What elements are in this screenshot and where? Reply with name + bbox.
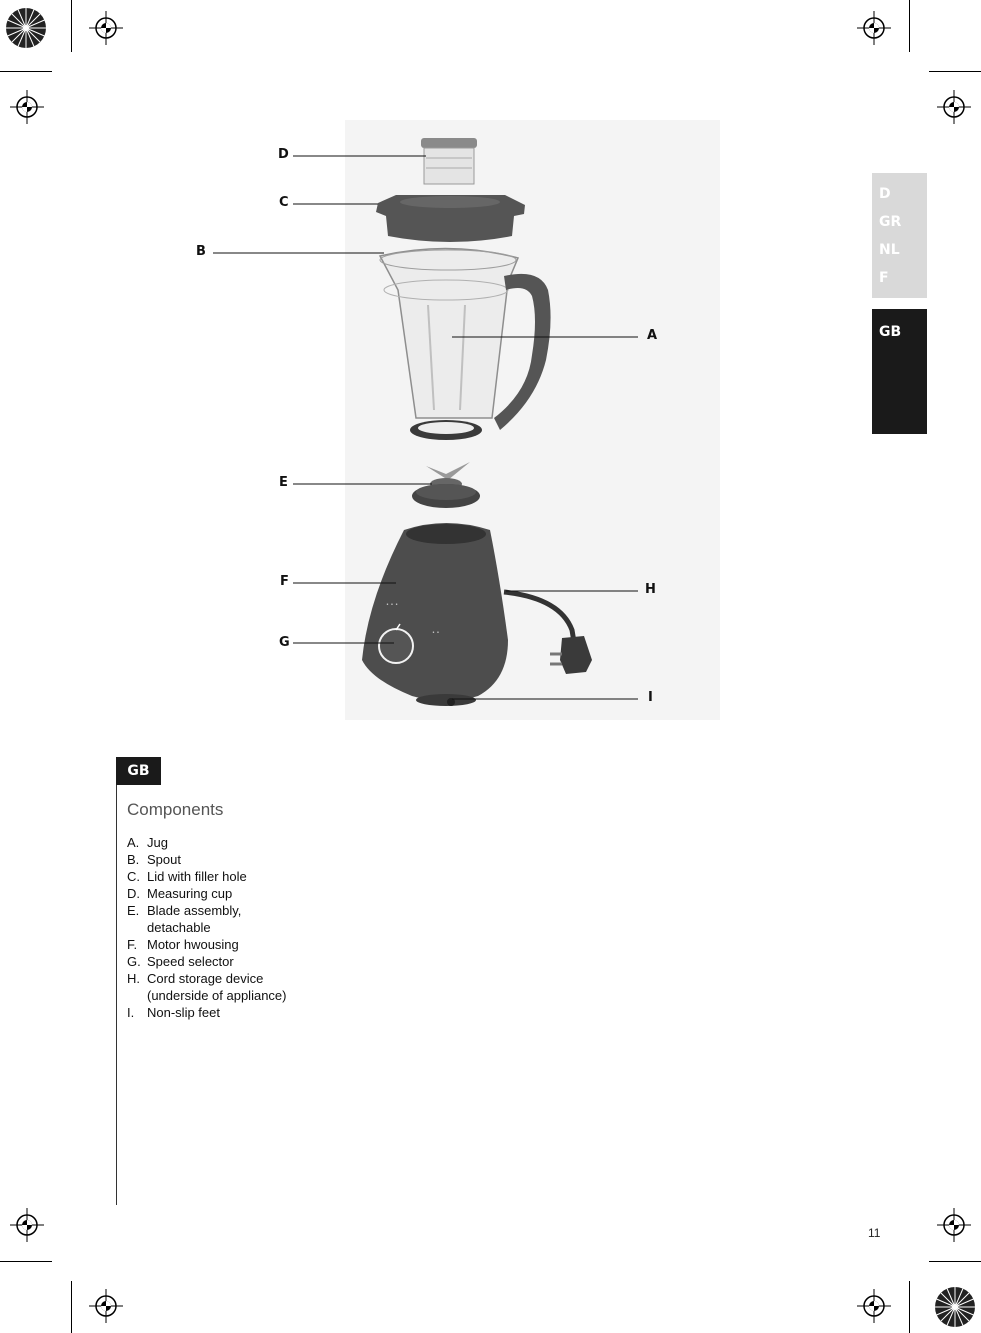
section-rule [116, 785, 117, 1205]
callout-b: B [196, 244, 206, 259]
measuring-cup-illustration [421, 138, 477, 184]
item-name: Non-slip feet [147, 1005, 220, 1020]
jug-illustration [380, 248, 551, 440]
item-name: Blade assembly, detachable [147, 903, 242, 935]
crop-mark [0, 1261, 52, 1262]
list-item [127, 834, 317, 851]
callout-d: D [278, 147, 289, 162]
item-letter: I. [127, 1005, 135, 1020]
callout-i: I [648, 690, 653, 705]
components-list [127, 834, 317, 1021]
item-name: Cord storage device (underside of appliance) [147, 971, 287, 1003]
item-letter: F. [127, 937, 138, 952]
item-name: Motor hwousing [147, 937, 239, 952]
item-letter: D. [127, 886, 140, 901]
list-item [127, 868, 317, 885]
item-letter: A. [127, 835, 140, 850]
crop-mark [929, 1261, 981, 1262]
item-letter: C. [127, 869, 140, 884]
item-letter: E. [127, 903, 140, 918]
section-language-badge: GB [116, 757, 161, 785]
callout-g: G [279, 635, 290, 650]
list-item [127, 953, 317, 970]
item-name: Speed selector [147, 954, 234, 969]
crop-mark [909, 1281, 910, 1333]
registration-mark-icon [937, 1208, 971, 1242]
registration-mark-icon [10, 1208, 44, 1242]
callout-e: E [279, 475, 288, 490]
list-item [127, 851, 317, 868]
section-heading: Components [127, 800, 224, 819]
svg-text:• • •: • • • [386, 602, 399, 608]
callout-h: H [645, 582, 656, 597]
list-item [127, 902, 317, 936]
list-item [127, 885, 317, 902]
sunburst-mark-icon [934, 1286, 976, 1328]
list-item [127, 936, 317, 953]
item-name: Lid with filler hole [147, 869, 247, 884]
language-tab-gb: GB [879, 324, 902, 340]
item-name: Measuring cup [147, 886, 233, 901]
language-tab-nl[interactable]: NL [879, 242, 900, 258]
list-item [127, 1004, 317, 1021]
blade-assembly-illustration [412, 462, 480, 508]
callout-a: A [647, 328, 658, 343]
callout-f: F [280, 574, 289, 589]
callout-c: C [279, 195, 289, 210]
page-number: 11 [868, 1226, 881, 1240]
crop-mark [71, 1281, 72, 1333]
language-tab-gr[interactable]: GR [879, 214, 902, 230]
item-name: Jug [147, 835, 168, 850]
power-cord-illustration [504, 592, 592, 674]
item-name: Spout [147, 852, 181, 867]
item-letter: H. [127, 971, 140, 986]
motor-housing-illustration [362, 523, 508, 706]
item-letter: B. [127, 852, 140, 867]
registration-mark-icon [89, 1289, 123, 1323]
item-letter: G. [127, 954, 141, 969]
language-tab-d[interactable]: D [879, 186, 891, 202]
svg-text:• •: • • [432, 630, 440, 636]
lid-illustration [376, 195, 525, 242]
language-tab-f[interactable]: F [879, 270, 889, 286]
registration-mark-icon [857, 1289, 891, 1323]
list-item [127, 970, 317, 1004]
